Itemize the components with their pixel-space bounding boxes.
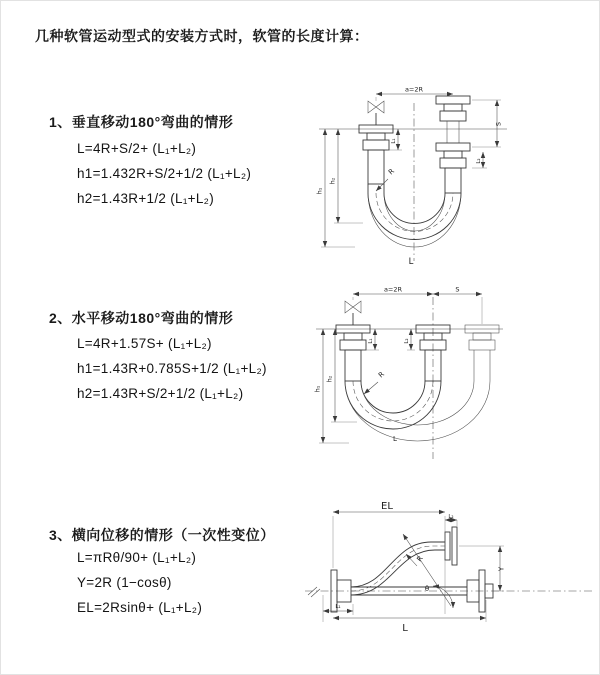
right-flange-lower-position <box>436 143 470 193</box>
section-3-formula-L: L=πRθ/90+ (L₁+L₂) <box>77 550 197 565</box>
section-2-formula-h1: h1=1.43R+0.785S+1/2 (L₁+L₂) <box>77 361 267 376</box>
section-3-heading: 3、横向位移的情形（一次性变位） <box>49 527 275 543</box>
dim-label-l1: L₁ <box>368 338 374 344</box>
dim-label-l2: L₂ <box>404 338 410 344</box>
dim-label-theta: θ <box>424 585 430 593</box>
dim-label-l1: L₁ <box>335 604 341 610</box>
left-flange-fitting <box>359 125 393 193</box>
right-flange-moved-position <box>465 325 499 381</box>
section-1-formula-h1: h1=1.432R+S/2+1/2 (L₁+L₂) <box>77 166 252 181</box>
valve-icon <box>368 101 384 125</box>
centerlines <box>319 103 507 261</box>
y-dimension <box>459 546 506 591</box>
l2-dimension <box>472 152 487 168</box>
dim-label-l2: L₂ <box>476 158 482 164</box>
dim-label-h2: h₂ <box>325 375 334 383</box>
section-1-formula-h2: h2=1.43R+1/2 (L₁+L₂) <box>77 191 215 206</box>
s-dimension <box>472 100 503 147</box>
valve-icon <box>345 301 361 325</box>
dim-label-r: R <box>415 554 425 564</box>
l2-dimension <box>445 514 457 526</box>
section-1-heading: 1、垂直移动180°弯曲的情形 <box>49 114 234 130</box>
dim-label-l1: L₁ <box>391 138 397 144</box>
left-flange-fitting <box>336 325 370 381</box>
page-title: 几种软管运动型式的安装方式时，软管的长度计算： <box>35 28 369 44</box>
section-1-formula-L: L=4R+S/2+ (L₁+L₂) <box>77 141 197 156</box>
diagram-horizontal-180-bend <box>311 277 600 477</box>
dim-label-h1: h₁ <box>313 385 322 393</box>
dim-label-span: a=2R <box>383 285 403 294</box>
dim-label-s: S <box>455 285 460 294</box>
radius-annotation <box>406 554 425 566</box>
right-flange-upper-position <box>436 96 470 143</box>
h1-dimension <box>314 329 350 443</box>
dim-label-r: R <box>376 370 386 380</box>
radius-annotation <box>376 167 396 191</box>
dim-label-h2: h₂ <box>328 177 337 185</box>
h1-dimension <box>316 129 356 247</box>
upper-flange-displaced <box>445 527 457 565</box>
top-span-dimension <box>353 286 482 325</box>
dim-label-l2: L₂ <box>448 514 454 520</box>
section-2-formula-L: L=4R+1.57S+ (L₁+L₂) <box>77 336 212 351</box>
middle-flange-initial-position <box>416 325 450 381</box>
centerlines <box>313 297 503 459</box>
diagram-vertical-180-bend <box>311 73 600 273</box>
l1-dimension <box>363 329 379 350</box>
top-span-dimension <box>376 86 453 102</box>
dim-label-l-total: L <box>408 257 414 267</box>
diagram-lateral-displacement <box>299 496 600 661</box>
dim-label-span: a=2R <box>404 85 424 94</box>
dim-label-el: EL <box>381 501 393 512</box>
dim-label-r: R <box>386 167 396 177</box>
dim-label-l-total: L <box>402 623 408 634</box>
section-3-formula-EL: EL=2Rsinθ+ (L₁+L₂) <box>77 600 203 615</box>
radius-annotation <box>364 370 386 394</box>
el-dimension <box>333 501 445 614</box>
h2-dimension <box>329 129 364 223</box>
section-3-formula-Y: Y=2R (1−cosθ) <box>77 575 172 590</box>
hose-u-bend <box>368 193 461 247</box>
l-dimension <box>333 600 486 634</box>
section-2-formula-h2: h2=1.43R+S/2+1/2 (L₁+L₂) <box>77 386 244 401</box>
angle-annotation <box>403 534 453 608</box>
dim-label-h1: h₁ <box>315 187 324 195</box>
dim-label-y: Y <box>497 566 506 572</box>
section-2-heading: 2、水平移动180°弯曲的情形 <box>49 310 234 326</box>
dim-label-l-total: L <box>393 435 397 443</box>
l2-dimension <box>404 329 415 350</box>
hose-u-bend <box>345 381 490 441</box>
dim-label-s: S <box>494 121 503 127</box>
